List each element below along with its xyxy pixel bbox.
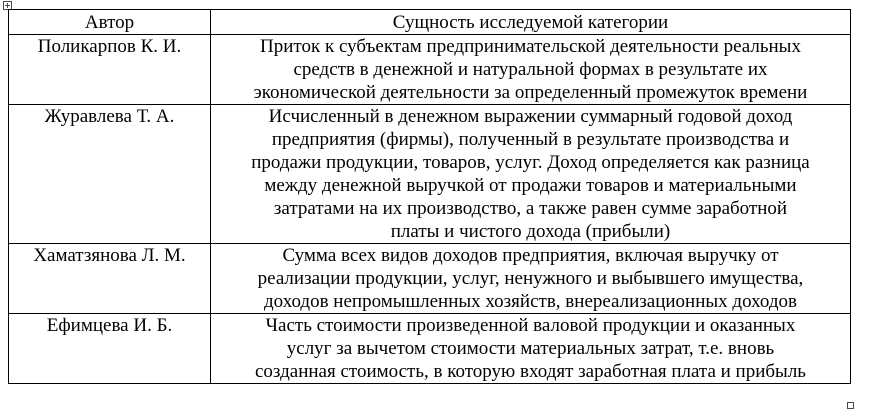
table-resize-handle-icon[interactable] (847, 402, 854, 409)
table-row (9, 314, 851, 384)
author-cell: Поликарпов К. И. (9, 35, 211, 105)
essence-line: Приток к субъектам предпринимательской деятельности реальных (260, 36, 801, 57)
essence-cell (211, 105, 851, 244)
essence-line: Исчисленный в денежном выражении суммарный годовой доход (268, 106, 793, 127)
essence-line: Сумма всех видов доходов предприятия, включая выручку от (282, 245, 779, 266)
table-row (9, 244, 851, 314)
essence-cell (211, 314, 851, 384)
essence-line: платы и чистого дохода (прибыли) (390, 221, 671, 242)
table-row (9, 105, 851, 244)
table-row (9, 35, 851, 105)
essence-line: затратами на их производство, а также равен сумме заработной (273, 198, 788, 219)
essence-line: между денежной выручкой от продажи товаров и материальными (264, 175, 797, 196)
author-cell: Ефимцева И. Б. (9, 314, 211, 384)
essence-line: услуг за вычетом стоимости материальных затрат, т.е. вновь (286, 338, 775, 359)
essence-line: Часть стоимости произведенной валовой продукции и оказанных (265, 315, 796, 336)
essence-cell (211, 35, 851, 105)
essence-line: реализации продукции, услуг, ненужного и выбывшего имущества, (257, 268, 804, 289)
essence-cell (211, 244, 851, 314)
essence-line: продажи продукции, товаров, услуг. Доход определяется как разница (251, 152, 810, 173)
definitions-table (8, 9, 851, 384)
essence-line: созданная стоимость, в которую входят заработная плата и прибыль (255, 361, 806, 382)
header-essence: Сущность исследуемой категории (211, 10, 851, 35)
essence-line: предприятия (фирмы), полученный в результате производства и (271, 129, 790, 150)
table-header-row (9, 10, 851, 35)
author-cell: Журавлева Т. А. (9, 105, 211, 244)
essence-line: доходов непромышленных хозяйств, внереализационных доходов (264, 291, 797, 312)
essence-line: средств в денежной и натуральной формах в результате их (293, 59, 768, 80)
essence-line: экономической деятельности за определенный промежуток времени (253, 82, 808, 103)
author-cell: Хаматзянова Л. М. (9, 244, 211, 314)
header-author: Автор (9, 10, 211, 35)
